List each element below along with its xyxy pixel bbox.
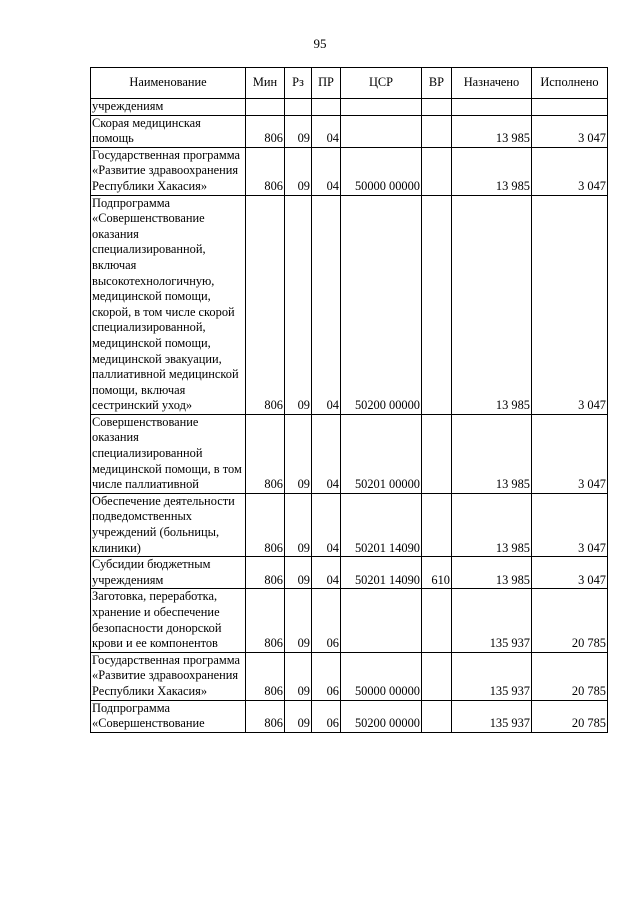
table-row (91, 414, 608, 493)
cell-vr (422, 195, 452, 414)
cell-ispolneno: 3 047 (532, 493, 608, 556)
cell-min: 806 (246, 652, 285, 700)
cell-pr: 06 (312, 589, 341, 652)
cell-csr (341, 99, 422, 116)
cell-pr: 04 (312, 147, 341, 195)
cell-csr: 50000 00000 (341, 147, 422, 195)
cell-rz: 09 (285, 414, 312, 493)
cell-name: Подпрограмма «Совершенствование оказания специализированной, включая высокотехнологичную, медицинской помощи, скорой, в том числе скорой специализированной, медицинской помощи, медицинской эвакуации, паллиативной медицинской помощи, включая сестринский уход» (91, 195, 246, 414)
cell-naznacheno (452, 99, 532, 116)
cell-csr: 50201 14090 (341, 493, 422, 556)
cell-name: Субсидии бюджетным учреждениям (91, 557, 246, 589)
cell-name: Государственная программа «Развитие здравоохранения Республики Хакасия» (91, 652, 246, 700)
cell-name: Обеспечение деятельности подведомственных учреждений (больницы, клиники) (91, 493, 246, 556)
cell-pr: 04 (312, 414, 341, 493)
cell-vr (422, 414, 452, 493)
cell-pr: 04 (312, 557, 341, 589)
header-ispolneno: Исполнено (532, 68, 608, 99)
cell-ispolneno: 3 047 (532, 557, 608, 589)
cell-pr: 04 (312, 115, 341, 147)
cell-naznacheno: 135 937 (452, 652, 532, 700)
header-rz: Рз (285, 68, 312, 99)
cell-vr: 610 (422, 557, 452, 589)
cell-naznacheno: 13 985 (452, 414, 532, 493)
cell-name: Совершенствование оказания специализированной медицинской помощи, в том числе паллиативной (91, 414, 246, 493)
table-row (91, 99, 608, 116)
cell-rz: 09 (285, 195, 312, 414)
cell-naznacheno: 13 985 (452, 557, 532, 589)
cell-csr: 50201 14090 (341, 557, 422, 589)
header-naznacheno: Назначено (452, 68, 532, 99)
page-number: 95 (313, 36, 327, 51)
table-row (91, 115, 608, 147)
cell-min (246, 99, 285, 116)
cell-name: Государственная программа «Развитие здравоохранения Республики Хакасия» (91, 147, 246, 195)
cell-min: 806 (246, 700, 285, 732)
cell-vr (422, 115, 452, 147)
cell-name: Подпрограмма «Совершенствование (91, 700, 246, 732)
cell-ispolneno: 20 785 (532, 589, 608, 652)
cell-rz: 09 (285, 589, 312, 652)
cell-vr (422, 493, 452, 556)
cell-naznacheno: 13 985 (452, 195, 532, 414)
cell-pr: 04 (312, 493, 341, 556)
cell-rz: 09 (285, 652, 312, 700)
cell-pr: 06 (312, 700, 341, 732)
cell-vr (422, 147, 452, 195)
cell-csr (341, 115, 422, 147)
table-row (91, 652, 608, 700)
cell-rz: 09 (285, 493, 312, 556)
cell-csr: 50200 00000 (341, 700, 422, 732)
cell-pr (312, 99, 341, 116)
cell-ispolneno (532, 99, 608, 116)
header-name: Наименование (91, 68, 246, 99)
cell-vr (422, 700, 452, 732)
header-vr: ВР (422, 68, 452, 99)
cell-ispolneno: 3 047 (532, 195, 608, 414)
table-row (91, 493, 608, 556)
cell-ispolneno: 3 047 (532, 414, 608, 493)
cell-ispolneno: 3 047 (532, 115, 608, 147)
cell-naznacheno: 13 985 (452, 115, 532, 147)
cell-min: 806 (246, 557, 285, 589)
cell-naznacheno: 135 937 (452, 700, 532, 732)
cell-ispolneno: 3 047 (532, 147, 608, 195)
cell-min: 806 (246, 115, 285, 147)
cell-rz (285, 99, 312, 116)
cell-csr (341, 589, 422, 652)
cell-name: учреждениям (91, 99, 246, 116)
cell-ispolneno: 20 785 (532, 700, 608, 732)
cell-vr (422, 99, 452, 116)
budget-table (90, 67, 608, 733)
cell-rz: 09 (285, 115, 312, 147)
header-pr: ПР (312, 68, 341, 99)
header-min: Мин (246, 68, 285, 99)
header-csr: ЦСР (341, 68, 422, 99)
cell-name: Скорая медицинская помощь (91, 115, 246, 147)
cell-naznacheno: 135 937 (452, 589, 532, 652)
table-header-row (91, 68, 608, 99)
cell-rz: 09 (285, 557, 312, 589)
cell-min: 806 (246, 493, 285, 556)
cell-vr (422, 589, 452, 652)
cell-ispolneno: 20 785 (532, 652, 608, 700)
table-row (91, 195, 608, 414)
cell-csr: 50000 00000 (341, 652, 422, 700)
table-row (91, 147, 608, 195)
cell-name: Заготовка, переработка, хранение и обеспечение безопасности донорской крови и ее компонентов (91, 589, 246, 652)
table-row (91, 700, 608, 732)
cell-rz: 09 (285, 147, 312, 195)
cell-csr: 50201 00000 (341, 414, 422, 493)
cell-min: 806 (246, 195, 285, 414)
cell-min: 806 (246, 414, 285, 493)
cell-naznacheno: 13 985 (452, 147, 532, 195)
cell-min: 806 (246, 589, 285, 652)
cell-naznacheno: 13 985 (452, 493, 532, 556)
cell-rz: 09 (285, 700, 312, 732)
cell-pr: 04 (312, 195, 341, 414)
table-row (91, 557, 608, 589)
cell-csr: 50200 00000 (341, 195, 422, 414)
table-row (91, 589, 608, 652)
cell-vr (422, 652, 452, 700)
cell-pr: 06 (312, 652, 341, 700)
cell-min: 806 (246, 147, 285, 195)
